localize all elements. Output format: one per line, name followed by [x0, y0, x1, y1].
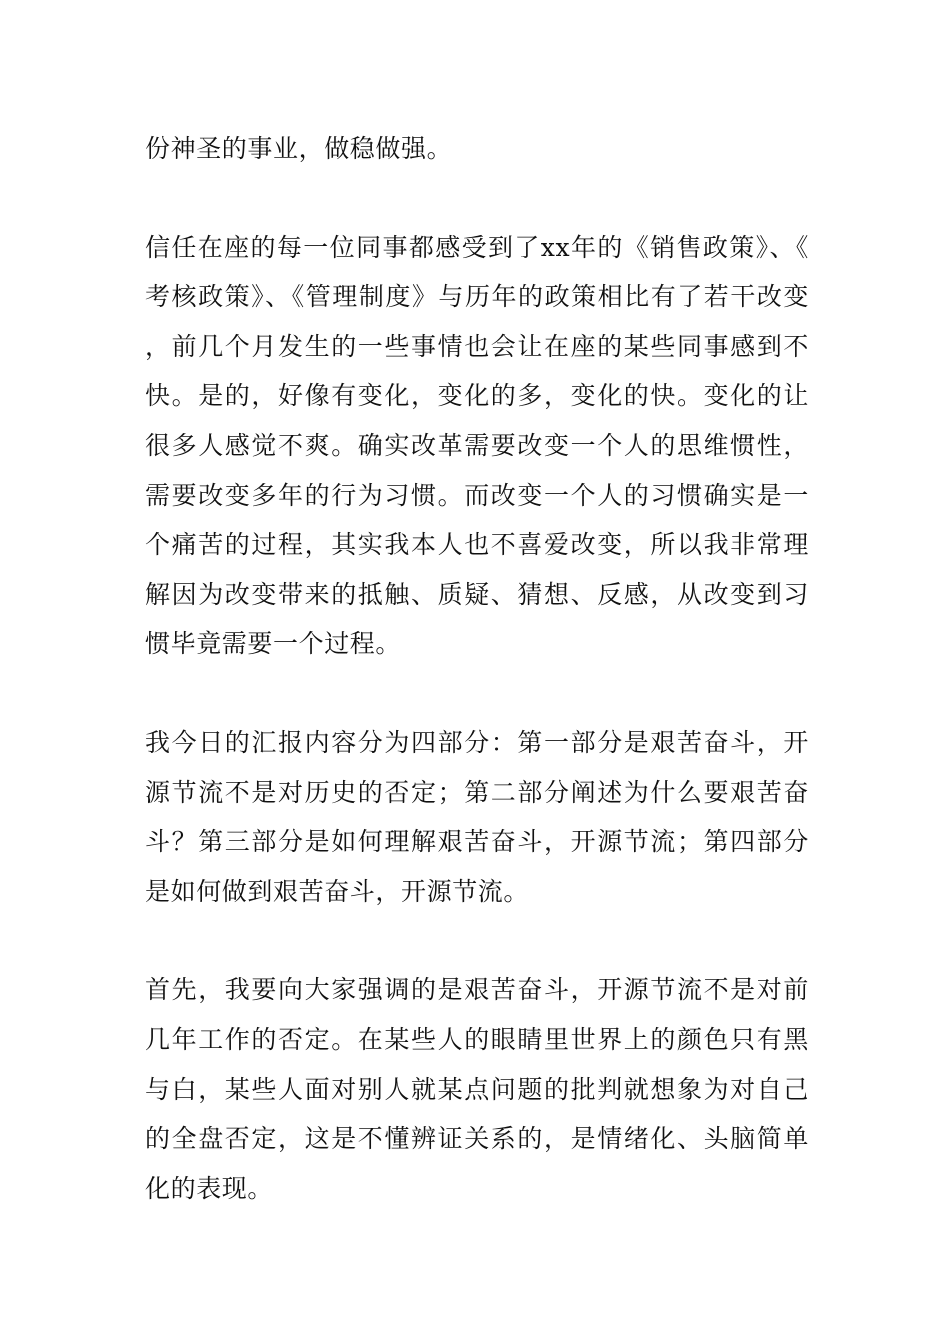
- paragraph-2: 信任在座的每一位同事都感受到了xx年的《销售政策》、《考核政策》、《管理制度》与历年的政策相比有了若干改变，前几个月发生的一些事情也会让在座的某些同事感到不快。是的，好像有变化，变化的多，变化的快。变化的让很多人感觉不爽。确实改革需要改变一个人的思维惯性，需要改变多年的行为习惯。而改变一个人的习惯确实是一个痛苦的过程，其实我本人也不喜爱改变，所以我非常理解因为改变带来的抵触、质疑、猜想、反感，从改变到习惯毕竟需要一个过程。: [145, 232, 809, 659]
- paragraph-1: 份神圣的事业，做稳做强。: [145, 134, 453, 163]
- paragraph-3: 我今日的汇报内容分为四部分：第一部分是艰苦奋斗，开源节流不是对历史的否定；第二部分阐述为什么要艰苦奋斗？第三部分是如何理解艰苦奋斗，开源节流；第四部分是如何做到艰苦奋斗，开源节流。: [145, 727, 809, 906]
- paragraph-4: 首先，我要向大家强调的是艰苦奋斗，开源节流不是对前几年工作的否定。在某些人的眼睛里世界上的颜色只有黑与白，某些人面对别人就某点问题的批判就想象为对自己的全盘否定，这是不懂辨证关系的，是情绪化、头脑简单化的表现。: [145, 975, 809, 1203]
- document-body: [145, 124, 809, 1213]
